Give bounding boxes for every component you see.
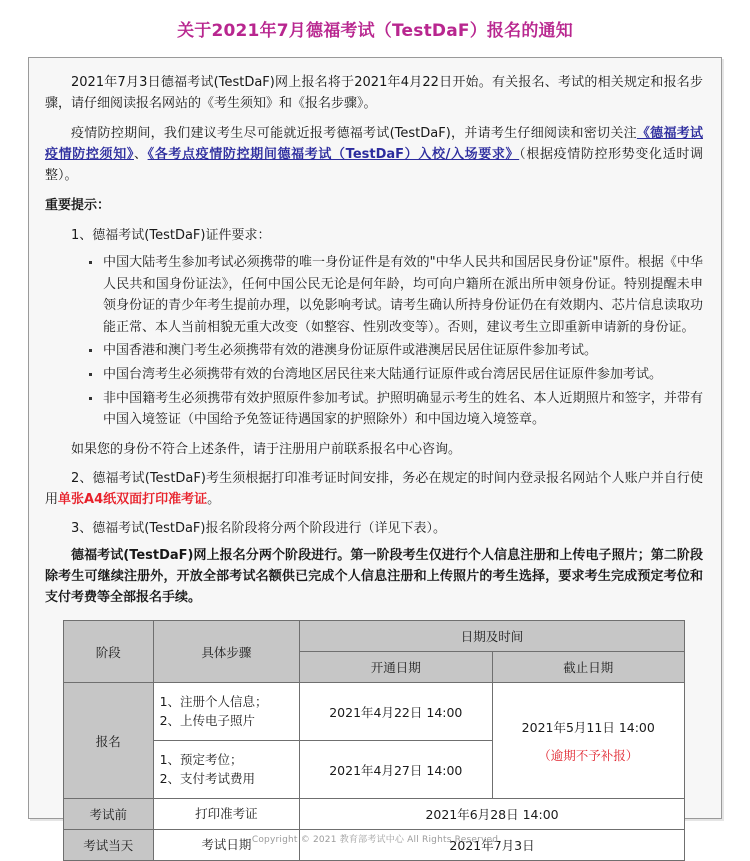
close-date-value: 2021年5月11日 14:00 <box>521 719 655 735</box>
column-header-stage: 阶段 <box>64 621 154 683</box>
column-header-open-date: 开通日期 <box>300 652 492 683</box>
table-header-row-1 <box>64 621 685 652</box>
cell-open-date-1: 2021年4月22日 14:00 <box>300 683 492 741</box>
epidemic-prefix-text: 疫情防控期间，我们建议考生尽可能就近报考德福考试(TestDaF)，并请考生仔细阅读和密切关注 <box>71 126 637 142</box>
copyright-footer: Copyright © 2021 教育部考试中心 All Rights Reserved <box>251 835 499 845</box>
cell-steps-booking <box>153 741 299 799</box>
cell-steps-exam-date: 考试日期 <box>153 830 299 861</box>
list-item: 中国大陆考生参加考试必须携带的唯一身份证件是有效的"中华人民共和国居民身份证"原件。根据《中华人民共和国身份证法》，任何中国公民无论是何年龄，均可向户籍所在派出所申领身份证。特别提醒未申领身份证的青少年考生提前办理，以免影响考试。请考生确认所持身份证仍在有效期内、芯片信息读取功能正常、本人当前相貌无重大改变（如整容、性别改变等）。否则，建议考生立即重新申请新的身份证。 <box>101 252 703 338</box>
step-line: 2、支付考试费用 <box>159 770 256 786</box>
item2-highlight-text: 单张A4纸双面打印准考证 <box>58 491 208 507</box>
intro-paragraph: 2021年7月3日德福考试(TestDaF)网上报名将于2021年4月22日开始。有关报名、考试的相关规定和报名步骤，请仔细阅读报名网站的《考生须知》和《报名步骤》。 <box>45 75 703 112</box>
step-line: 2、上传电子照片 <box>159 712 256 728</box>
step-line: 1、预定考位； <box>159 752 243 768</box>
cell-merged-date-before-exam: 2021年6月28日 14:00 <box>300 799 685 830</box>
table-row <box>64 799 685 830</box>
item3-paragraph: 3、德福考试(TestDaF)报名阶段将分两个阶段进行（详见下表）。 <box>71 520 446 536</box>
table-row <box>64 683 685 741</box>
table-head <box>64 621 685 683</box>
cell-close-date-1 <box>492 683 684 799</box>
link-epidemic-notice[interactable]: 《德福考试疫情防控须知》 <box>45 126 703 163</box>
cell-stage-before-exam: 考试前 <box>64 799 154 830</box>
item2-suffix-text: 。 <box>207 491 221 507</box>
link-venue-entry-requirements[interactable]: 《各考点疫情防控期间德福考试（TestDaF）入校/入场要求》 <box>147 147 520 163</box>
page-title: 关于2021年7月德福考试（TestDaF）报名的通知 <box>177 21 573 41</box>
schedule-table-wrapper <box>45 620 703 861</box>
important-notice-heading: 重要提示： <box>45 198 111 214</box>
item2-paragraph <box>45 468 703 510</box>
epidemic-paragraph <box>45 123 703 186</box>
item1-heading: 1、德福考试(TestDaF)证件要求： <box>71 228 271 244</box>
column-header-datetime-group: 日期及时间 <box>300 621 685 652</box>
cell-stage-registration: 报名 <box>64 683 154 799</box>
list-item: 非中国籍考生必须携带有效护照原件参加考试。护照明确显示考生的姓名、本人近期照片和签字，并带有中国入境签证（中国给予免签证待遇国家的护照除外）和中国边境入境签章。 <box>101 388 703 431</box>
close-date-note: （逾期不予补报） <box>538 747 639 763</box>
list-item: 中国香港和澳门考生必须携带有效的港澳身份证原件或港澳居民居住证原件参加考试。 <box>101 340 703 362</box>
epidemic-separator: 、 <box>133 147 148 163</box>
list-item: 中国台湾考生必须携带有效的台湾地区居民往来大陆通行证原件或台湾居民居住证原件参加考试。 <box>101 364 703 386</box>
cell-steps-print-admission: 打印准考证 <box>153 799 299 830</box>
registration-schedule-table <box>63 620 685 861</box>
item2-prefix-text: 2、德福考试(TestDaF)考生须根据打印准考证时间安排，务必在规定的时间内登录报名网站个人账户并自行使用 <box>45 470 703 507</box>
id-requirements-list <box>45 252 703 431</box>
cell-steps-register <box>153 683 299 741</box>
column-header-close-date: 截止日期 <box>492 652 684 683</box>
epidemic-suffix-text: （根据疫情防控形势变化适时调整）。 <box>45 147 703 184</box>
cell-open-date-2: 2021年4月27日 14:00 <box>300 741 492 799</box>
column-header-steps: 具体步骤 <box>153 621 299 683</box>
two-stage-paragraph: 德福考试(TestDaF)网上报名分两个阶段进行。第一阶段考生仅进行个人信息注册和上传电子照片；第二阶段除考生可继续注册外，开放全部考试名额供已完成个人信息注册和上传照片的考生选择，要求考生完成预定考位和支付考费等全部报名手续。 <box>45 547 703 605</box>
cell-merged-date-exam-day: 2021年7月3日 <box>300 830 685 861</box>
identity-note-paragraph: 如果您的身份不符合上述条件，请于注册用户前联系报名中心咨询。 <box>71 441 462 457</box>
step-line: 1、注册个人信息； <box>159 694 268 710</box>
cell-stage-exam-day: 考试当天 <box>64 830 154 861</box>
